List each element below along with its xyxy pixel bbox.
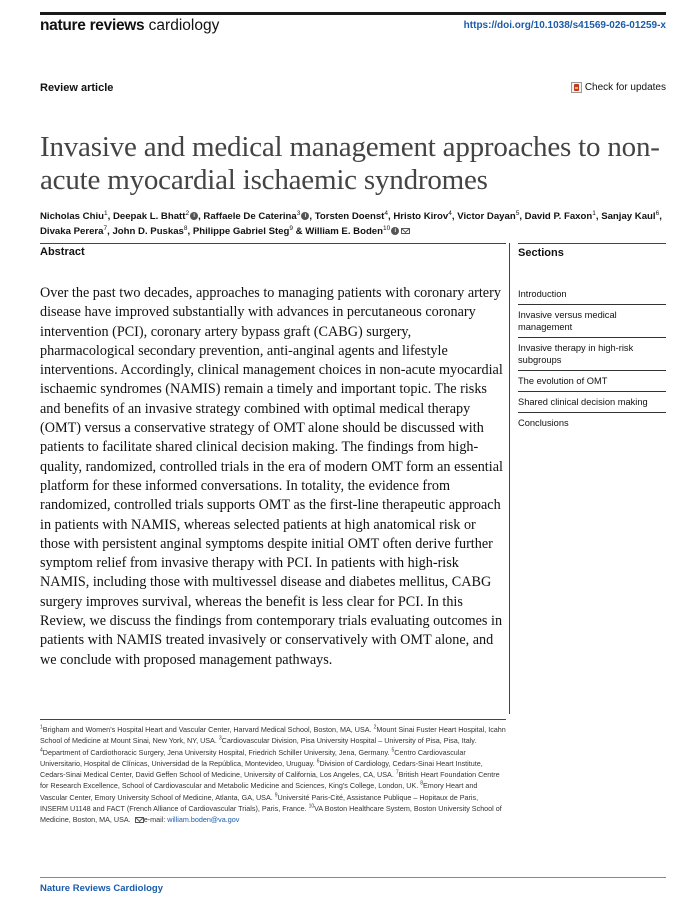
- affiliation-number: 6: [316, 758, 320, 765]
- affiliation-text: Mount Sinai Fuster Heart Hospital, Icahn School of Medicine at Mount Sinai, New York, NY, USA.: [40, 725, 506, 746]
- journal-name: [40, 17, 219, 35]
- affiliation-text: Cardiovascular Division, Pisa University Hospital – University of Pisa, Pisa, Italy.: [221, 736, 477, 746]
- affiliation-number: 5: [391, 747, 395, 754]
- author-name[interactable]: Nicholas Chiu: [40, 211, 104, 222]
- affiliation-number: 10: [308, 803, 315, 810]
- author-name[interactable]: David P. Faxon: [524, 211, 593, 222]
- check-for-updates-button[interactable]: [571, 82, 666, 93]
- affiliation-text: Université Paris-Cité, Assistance Publique – Hopitaux de Paris, INSERM U1148 and FACT (French Alliance of Cardiovascular Trials), Paris, France.: [40, 792, 479, 814]
- author-affiliation-number: 5: [515, 209, 520, 217]
- author-name[interactable]: John D. Puskas: [112, 226, 184, 237]
- author-affiliation-number: 4: [384, 209, 388, 217]
- sections-item[interactable]: Invasive therapy in high-risk subgroups: [518, 337, 666, 370]
- affiliation-text: British Heart Foundation Centre for Research Excellence, School of Cardiovascular and Metabolic Medicine and Sciences, King’s College, London, UK.: [40, 770, 500, 791]
- affiliation-text: Emory Heart and Vascular Center, Emory University School of Medicine, Atlanta, GA, USA.: [40, 781, 478, 802]
- column-divider: [509, 243, 510, 714]
- author-name[interactable]: Torsten Doenst: [314, 211, 385, 222]
- author-name[interactable]: Divaka Perera: [40, 226, 104, 237]
- affiliation-text: Centro Cardiovascular Universitario, Hospital de Clínicas, Universidad de la República, Montevideo, Uruguay.: [40, 747, 466, 768]
- top-rule: [40, 12, 666, 15]
- check-updates-label: Check for updates: [584, 82, 666, 93]
- sections-item[interactable]: The evolution of OMT: [518, 370, 666, 391]
- article-type: Review article: [40, 82, 114, 94]
- author-affiliation-number: 1: [592, 209, 596, 217]
- affiliations: [40, 724, 506, 826]
- affiliation-text: VA Boston Healthcare System, Boston University School of Medicine, Boston, MA, USA.: [40, 804, 502, 825]
- journal-name-bold: nature reviews: [40, 17, 145, 34]
- author-affiliation-number: 6: [655, 209, 660, 217]
- author-affiliation-number: 3: [296, 209, 301, 217]
- author-affiliation-number: 8: [183, 224, 188, 232]
- abstract-text: Over the past two decades, approaches to managing patients with coronary artery disease have improved substantially with advances in percutaneous coronary intervention (PCI), coronary artery bypass graft (CABG) surgery, pharmacological secondary prevention, anti-anginal agents and lifestyle interventions. Accordingly, clinical management choices in non-acute myocardial ischaemic syndromes (NAMIS) remain a timely and important topic. The risks and benefits of an invasive strategy combined with optimal medical therapy (OMT) versus a conservative strategy of OMT alone should be discussed with patients to facilitate shared clinical decision making. The findings from high-quality, randomized, controlled trials in the era of modern OMT form an essential platform for these informed conversations. In totality, the evidence from randomized, controlled trials supports OMT as the first-line therapeutic approach in patients with NAMIS, whereas selected patients at high anatomical risk or those with persistent anginal symptoms despite initial OMT often derive further symptom relief from invasive therapy with PCI. In patients with high-risk NAMIS, including those with multivessel disease and diabetes mellitus, CABG surgery improves survival, whereas the benefit is less clear for PCI. In this Review, we discuss the findings from contemporary trials evaluating outcomes in patients with NAMIS treated invasively or conservatively with OMT alone, and we conclude with proposed management pathways.: [40, 285, 503, 668]
- sections-item[interactable]: Invasive versus medical management: [518, 304, 666, 337]
- author-name[interactable]: Philippe Gabriel Steg: [192, 226, 290, 237]
- affiliation-number: 8: [420, 781, 423, 788]
- sections-heading: Sections: [518, 247, 564, 259]
- email-label: e-mail:: [143, 815, 168, 825]
- author-name[interactable]: Sanjay Kaul: [601, 211, 656, 222]
- divider-sections: [518, 243, 666, 244]
- orcid-icon[interactable]: i: [391, 227, 399, 235]
- affiliation-number: 2: [373, 724, 377, 731]
- author-name[interactable]: Victor Dayan: [457, 211, 516, 222]
- affiliation-number: 1: [40, 724, 43, 731]
- author-list: Nicholas Chiu$^1$, Deepak L. Bhatt$^2$ i , Raffaele De Caterina$^3$ i , Torsten Doenst$^4$, Hristo Kirov$^4$, Victor Dayan$^5$, David P. Faxon$^1$, Sanjay Kaul$^6$, Divaka Perera$^7$, John D. Puskas$^8$, Philippe Gabriel Steg$^9$ & William E. Boden$^{10}$ i: [40, 209, 662, 237]
- author-name[interactable]: William E. Boden: [305, 226, 384, 237]
- affiliation-text: Division of Cardiology, Cedars-Sinai Heart Institute, Cedars-Sinai Medical Center, David Geffen School of Medicine, University of California, Los Angeles, CA, USA.: [40, 758, 483, 780]
- envelope-icon[interactable]: [401, 228, 410, 234]
- footer-rule: [40, 877, 666, 878]
- author-affiliation-number: 7: [103, 224, 108, 232]
- check-updates-icon: [571, 82, 582, 93]
- article-title: Invasive and medical management approaches to non-acute myocardial ischaemic syndromes: [40, 131, 660, 197]
- affiliation-text: Brigham and Women’s Hospital Heart and Vascular Center, Harvard Medical School, Boston, MA, USA.: [42, 725, 374, 734]
- divider-abstract: [40, 243, 506, 244]
- author-name[interactable]: Deepak L. Bhatt: [112, 211, 186, 222]
- email-link[interactable]: william.boden@va.gov: [167, 815, 240, 825]
- affiliation-text: Department of Cardiothoracic Surgery, Jena University Hospital, Friedrich Schiller University, Jena, Germany.: [42, 747, 392, 757]
- sections-nav: [518, 284, 666, 433]
- abstract-heading: Abstract: [40, 246, 85, 258]
- affiliation-number: 9: [274, 792, 278, 799]
- author-affiliation-number: 4: [448, 209, 452, 217]
- author-name[interactable]: Hristo Kirov: [393, 211, 449, 222]
- doi-link[interactable]: https://doi.org/10.1038/s41569-026-01259-x: [463, 20, 666, 31]
- divider-affiliations: [40, 719, 506, 720]
- sections-item[interactable]: Conclusions: [518, 412, 666, 433]
- orcid-icon[interactable]: i: [190, 212, 198, 220]
- sections-item[interactable]: Introduction: [518, 289, 567, 299]
- affiliation-number: 3: [218, 735, 222, 742]
- affiliation-number: 4: [40, 747, 43, 754]
- author-name[interactable]: Raffaele De Caterina: [203, 211, 297, 222]
- orcid-icon[interactable]: i: [301, 212, 309, 220]
- author-affiliation-number: 9: [289, 224, 293, 232]
- author-affiliation-number: 10: [383, 224, 391, 232]
- affiliation-number: 7: [395, 769, 399, 776]
- envelope-icon: [135, 817, 144, 823]
- journal-name-light: cardiology: [144, 17, 220, 34]
- author-affiliation-number: 1: [103, 209, 108, 217]
- footer-journal: Nature Reviews Cardiology: [40, 883, 164, 894]
- sections-item[interactable]: Shared clinical decision making: [518, 391, 666, 412]
- author-affiliation-number: 2: [185, 209, 190, 217]
